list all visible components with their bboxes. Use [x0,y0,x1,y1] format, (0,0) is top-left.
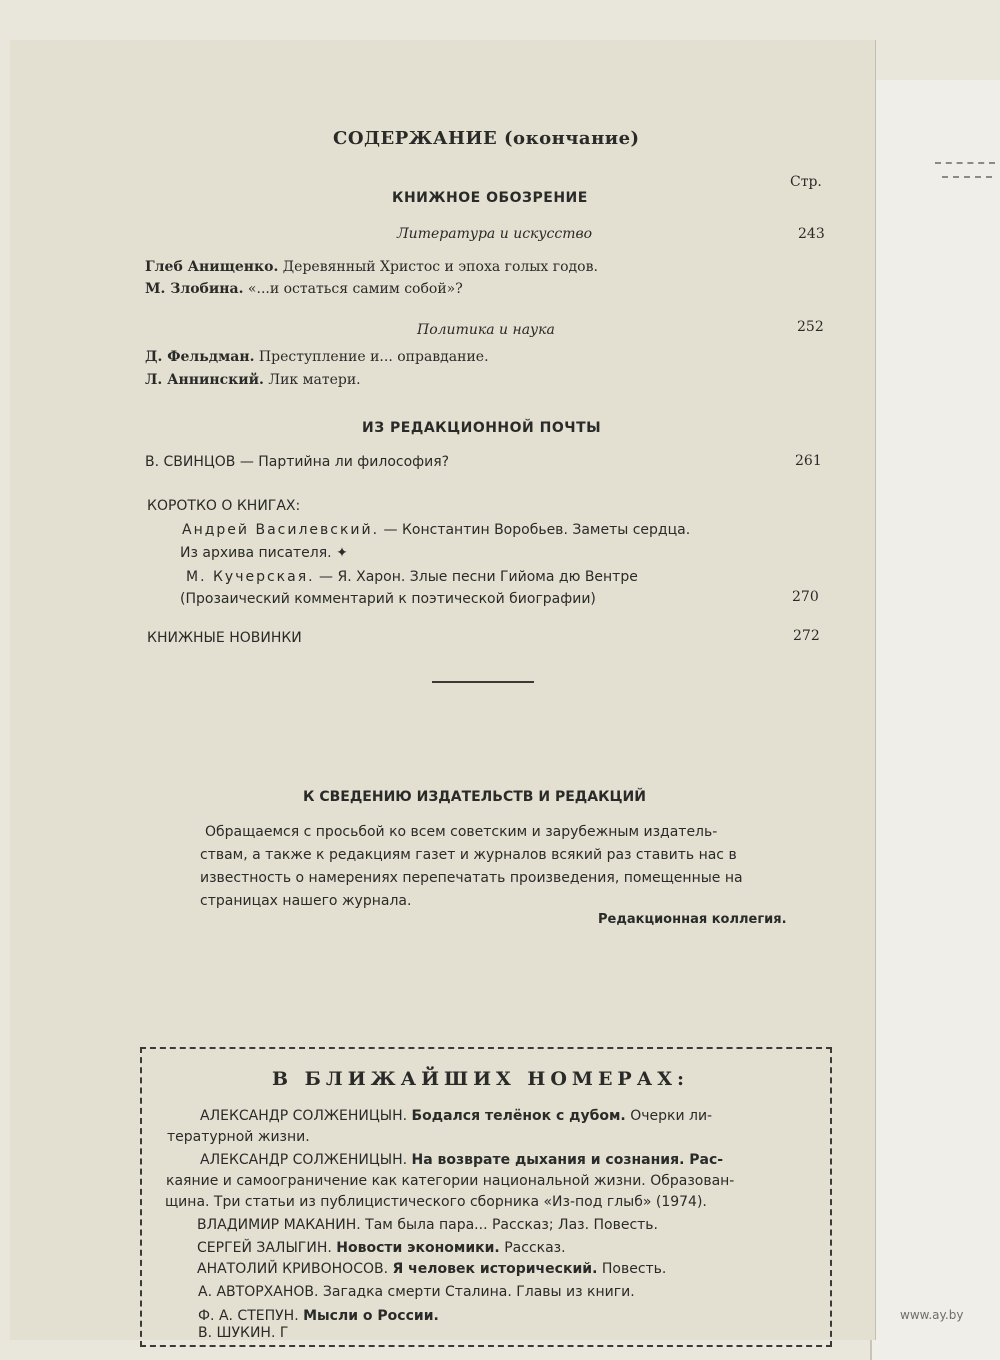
entry-title: Из архива писателя. [180,545,332,561]
underlying-page-mark [935,162,995,164]
upcoming-line: АЛЕКСАНДР СОЛЖЕНИЦЫН. Бодался телёнок с дубом. Очерки ли- [200,1108,713,1124]
toc-entry-continued: (Прозаический комментарий к поэтической биографии) [180,591,596,607]
toc-entry-continued [180,545,348,561]
star-icon: ✦ [336,545,348,561]
toc-entry [145,281,463,297]
entry-title: — Константин Воробьев. Заметы сердца. [383,522,691,538]
entry-author: М. Кучерская. [186,569,315,585]
upcoming-line: каяние и самоограничение как категории национальной жизни. Образован- [166,1173,735,1189]
upcoming-line: А. АВТОРХАНОВ. Загадка смерти Сталина. Главы из книги. [198,1284,635,1300]
entry-title: «...и остаться самим собой»? [247,281,463,297]
upcoming-line: В. ШУКИН. Г [198,1325,289,1341]
upcoming-heading: В БЛИЖАЙШИХ НОМЕРАХ: [272,1068,689,1090]
page-number: 272 [793,628,820,644]
upcoming-line: щина. Три статьи из публицистического сборника «Из-под глыб» (1974). [165,1194,707,1210]
underlying-page [870,80,1000,1360]
page-number: 243 [798,226,825,242]
section-divider [432,681,534,683]
toc-entry [145,259,598,275]
notice-line: страницах нашего журнала. [200,893,412,909]
entry-author: Андрей Василевский. [182,522,380,538]
page-number: 261 [795,453,822,469]
section-heading-mail: ИЗ РЕДАКЦИОННОЙ ПОЧТЫ [362,420,602,436]
watermark: www.ay.by [900,1308,964,1322]
subsection-literature: Литература и искусство [397,226,593,242]
upcoming-line: СЕРГЕЙ ЗАЛЫГИН. Новости экономики. Рассказ. [197,1240,566,1256]
toc-entry [145,349,489,365]
pages-column-header: Стр. [790,174,822,190]
toc-entry [145,372,361,388]
entry-title: — Я. Харон. Злые песни Гийома дю Вентре [319,569,638,585]
notice-line: Обращаемся с просьбой ко всем советским и зарубежным издатель- [205,824,718,840]
page-title: СОДЕРЖАНИЕ (окончание) [333,128,640,149]
upcoming-line: Ф. А. СТЕПУН. Мысли о России. [198,1308,439,1324]
upcoming-line: АНАТОЛИЙ КРИВОНОСОВ. Я человек исторический. Повесть. [197,1261,667,1277]
toc-entry-novelties: КНИЖНЫЕ НОВИНКИ [147,630,302,646]
page-number: 270 [792,589,819,605]
notice-signature: Редакционная коллегия. [598,912,787,927]
entry-author: М. Злобина. [145,281,244,297]
page-number: 252 [797,319,824,335]
toc-entry [182,522,690,538]
entry-title: Лик матери. [268,372,361,388]
entry-title: Преступление и... оправдание. [258,349,489,365]
upcoming-line: АЛЕКСАНДР СОЛЖЕНИЦЫН. На возврате дыхания и сознания. Рас- [200,1152,724,1168]
upcoming-line: тературной жизни. [167,1129,310,1145]
subsection-politics: Политика и наука [417,322,555,338]
toc-entry: В. СВИНЦОВ — Партийна ли философия? [145,454,450,470]
entry-title: Деревянный Христос и эпоха голых годов. [282,259,598,275]
entry-author: Л. Аннинский. [145,372,264,388]
underlying-page-mark [942,176,992,178]
toc-entry [186,569,638,585]
entry-author: Глеб Анищенко. [145,259,279,275]
section-heading-book-review: КНИЖНОЕ ОБОЗРЕНИЕ [392,190,588,206]
section-heading-short: КОРОТКО О КНИГАХ: [147,498,301,514]
entry-author: Д. Фельдман. [145,349,255,365]
upcoming-line: ВЛАДИМИР МАКАНИН. Там была пара... Рассказ; Лаз. Повесть. [197,1217,659,1233]
notice-line: ствам, а также к редакциям газет и журналов всякий раз ставить нас в [200,847,737,863]
notice-heading: К СВЕДЕНИЮ ИЗДАТЕЛЬСТВ И РЕДАКЦИЙ [303,789,646,805]
notice-line: известность о намерениях перепечатать произведения, помещенные на [200,870,743,886]
